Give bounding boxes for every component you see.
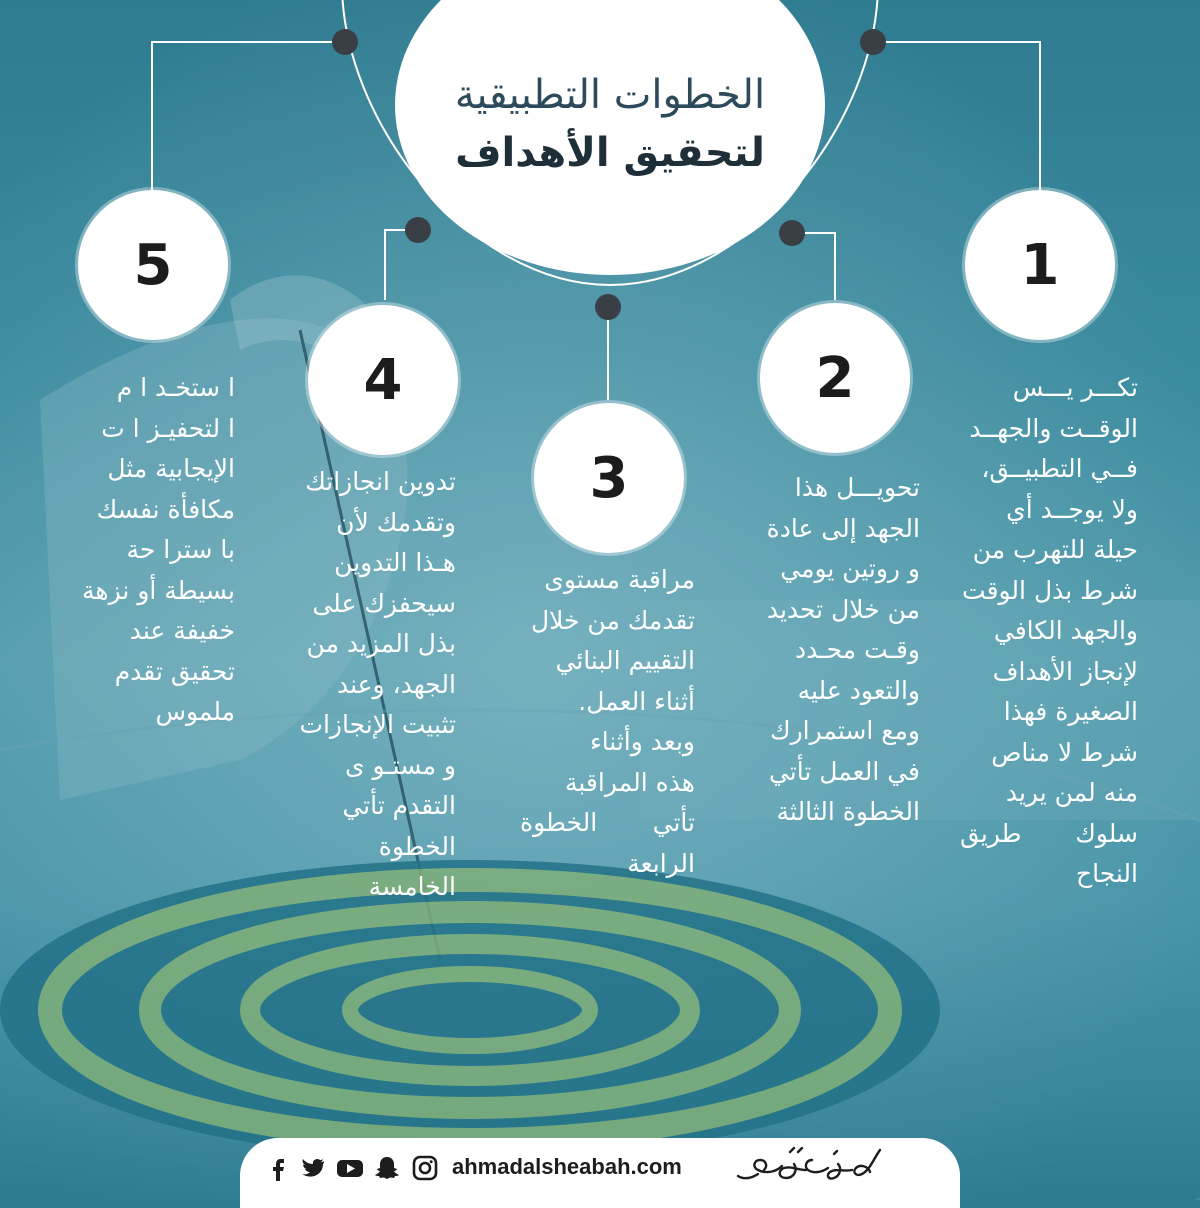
step-4-circle	[308, 305, 458, 455]
step-1-circle	[965, 190, 1115, 340]
step-5-circle	[78, 190, 228, 340]
step-1-number: 1	[1020, 232, 1060, 298]
connector-dot	[779, 220, 805, 246]
title-line-2: لتحقيق الأهداف	[455, 130, 765, 176]
step-4-text: تدوين انجازاتك وتقدمك لأن هـذا التدوين سيحفزك على بذل المزيد من الجهد، وعند تثبيت الإنجازات و مستـو ى التقدم تأتي الخطوة الخامسة	[299, 467, 456, 901]
youtube-icon[interactable]	[336, 1155, 364, 1181]
step-3-text: مراقبة مستوى تقدمك من خلال التقييم البنائي أثناء العمل. وبعد وأثناء هذه المراقبة تأتي الخطوة الرابعة	[520, 565, 695, 878]
instagram-icon[interactable]	[412, 1155, 438, 1181]
step-1-text: تكـــر يـــس الوقــت والجهــد فــي التطبيــق، ولا يوجــد أي حيلة للتهرب من شرط بذل الوقت والجهد الكافي لإنجاز الأهداف الصغيرة فهذا شرط لا مناص منه لمن يريد سلوك طريق النجاح	[960, 373, 1138, 888]
step-3-number: 3	[589, 445, 629, 511]
step-4-number: 4	[363, 347, 403, 413]
step-2-number: 2	[815, 345, 855, 411]
website-link[interactable]: ahmadalsheabah.com	[452, 1154, 682, 1179]
connector-dot	[332, 29, 358, 55]
facebook-icon[interactable]	[268, 1155, 288, 1181]
connector-dot	[405, 217, 431, 243]
step-2-text: تحويـــل هذا الجهد إلى عادة و روتين يومي من خلال تحديد وقـت محـدد والتعود عليه ومع استمرارك في العمل تأتي الخطوة الثالثة	[766, 473, 920, 826]
connector-dot	[860, 29, 886, 55]
connector-dot	[595, 294, 621, 320]
snapchat-icon[interactable]	[374, 1155, 400, 1181]
twitter-icon[interactable]	[298, 1155, 326, 1181]
title-line-1: الخطوات التطبيقية	[454, 72, 766, 118]
step-5-number: 5	[133, 232, 173, 298]
step-2-circle	[760, 303, 910, 453]
step-3-circle	[534, 403, 684, 553]
step-5-text: ا ستخـد ا م ا لتحفيـز ا ت الإيجابية مثل مكافأة نفسك با سترا حة بسيطة أو نزهة خفيفة عند تحقيق تقدم ملموس	[82, 373, 235, 726]
signature-logo	[730, 1140, 895, 1190]
